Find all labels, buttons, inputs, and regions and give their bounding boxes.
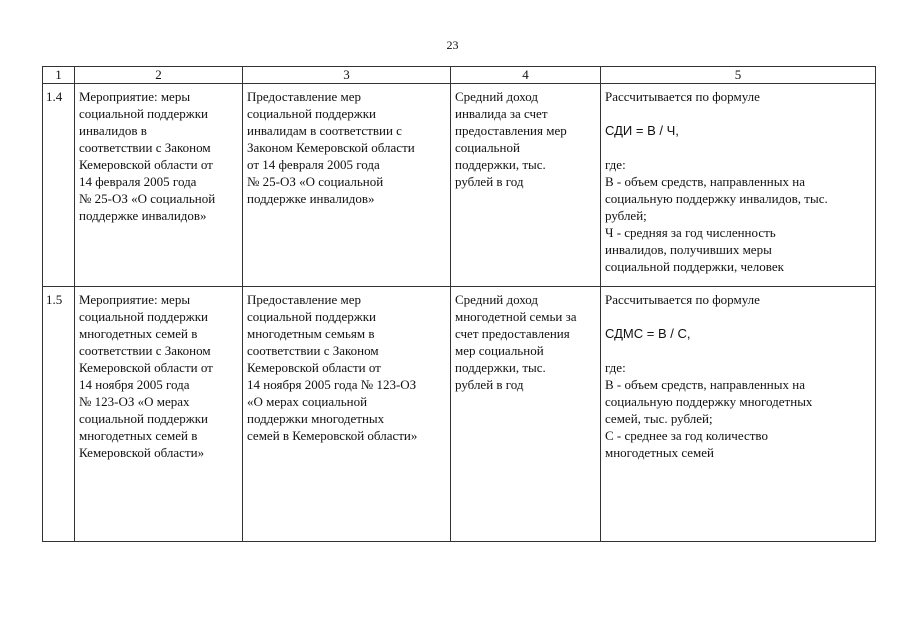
formula: СДИ = В / Ч, <box>605 123 679 138</box>
text-line: 14 ноября 2005 года № 123-ОЗ <box>247 377 417 392</box>
text-line: поддержке инвалидов» <box>79 208 207 223</box>
text-line: мер социальной <box>455 343 544 358</box>
measure-cell <box>75 84 243 287</box>
spacer <box>605 139 872 156</box>
text-line: социальную поддержку инвалидов, тыс. <box>605 191 828 206</box>
text-line: 14 февраля 2005 года <box>79 174 197 189</box>
header-col-5: 5 <box>601 67 876 84</box>
text-line: семей в Кемеровской области» <box>247 428 418 443</box>
table-row <box>43 287 876 542</box>
text-line: рублей в год <box>455 377 524 392</box>
header-col-2: 2 <box>75 67 243 84</box>
text-line: рублей; <box>605 208 647 223</box>
header-col-3: 3 <box>243 67 451 84</box>
indicators-table <box>42 66 876 542</box>
text-line: многодетной семьи за <box>455 309 577 324</box>
calculation-cell <box>601 84 876 287</box>
text-line: Кемеровской области от <box>79 360 213 375</box>
description-cell <box>243 287 451 542</box>
table-row <box>43 84 876 287</box>
text-line: семей, тыс. рублей; <box>605 411 713 426</box>
header-col-4: 4 <box>451 67 601 84</box>
text-line: счет предоставления <box>455 326 570 341</box>
text-line: социальной поддержки, человек <box>605 259 784 274</box>
text-line: 14 ноября 2005 года <box>79 377 190 392</box>
text-line: В - объем средств, направленных на <box>605 174 805 189</box>
text-line: многодетным семьям в <box>247 326 375 341</box>
text-line: поддержки, тыс. <box>455 360 546 375</box>
text-line: Кемеровской области» <box>79 445 205 460</box>
spacer <box>605 308 872 325</box>
text-line: С - среднее за год количество <box>605 428 768 443</box>
formula: СДМС = В / С, <box>605 326 691 341</box>
text-line: социальной поддержки <box>79 411 208 426</box>
text-line: от 14 февраля 2005 года <box>247 157 380 172</box>
text-line: соответствии с Законом <box>79 343 211 358</box>
spacer <box>605 105 872 122</box>
text-line: «О мерах социальной <box>247 394 368 409</box>
text-line: Предоставление мер <box>247 292 361 307</box>
text-line: Средний доход <box>455 292 539 307</box>
spacer <box>605 342 872 359</box>
indicator-cell <box>451 287 601 542</box>
text-line: социальной поддержки <box>79 309 208 324</box>
text-line: социальной поддержки <box>247 106 376 121</box>
page-number: 23 <box>446 38 459 52</box>
measure-cell <box>75 287 243 542</box>
text-line: поддержки, тыс. <box>455 157 546 172</box>
text-line: Средний доход <box>455 89 539 104</box>
text-line: № 25-ОЗ «О социальной <box>247 174 384 189</box>
where-label: где: <box>605 360 626 375</box>
text-line: предоставления мер <box>455 123 567 138</box>
text-line: Мероприятие: меры <box>79 89 191 104</box>
text-line: инвалидов, получивших меры <box>605 242 772 257</box>
text-line: многодетных семей <box>605 445 714 460</box>
text-line: № 123-ОЗ «О мерах <box>79 394 190 409</box>
text-line: инвалида за счет <box>455 106 548 121</box>
calculation-cell <box>601 287 876 542</box>
where-label: где: <box>605 157 626 172</box>
text-line: социальной <box>455 140 520 155</box>
text-line: Предоставление мер <box>247 89 361 104</box>
text-line: Ч - средняя за год численность <box>605 225 776 240</box>
text-line: рублей в год <box>455 174 524 189</box>
text-line: инвалидов в <box>79 123 147 138</box>
formula-intro: Рассчитывается по формуле <box>605 89 760 104</box>
formula-intro: Рассчитывается по формуле <box>605 292 760 307</box>
text-line: поддержке инвалидов» <box>247 191 375 206</box>
text-line: соответствии с Законом <box>79 140 211 155</box>
text-line: Законом Кемеровской области <box>247 140 415 155</box>
row-number: 1.5 <box>43 287 75 542</box>
text-line: В - объем средств, направленных на <box>605 377 805 392</box>
text-line: многодетных семей в <box>79 326 198 341</box>
text-line: социальной поддержки <box>79 106 208 121</box>
indicator-cell <box>451 84 601 287</box>
text-line: Мероприятие: меры <box>79 292 191 307</box>
text-line: социальной поддержки <box>247 309 376 324</box>
text-line: соответствии с Законом <box>247 343 379 358</box>
text-line: инвалидам в соответствии с <box>247 123 402 138</box>
row-number: 1.4 <box>43 84 75 287</box>
text-line: № 25-ОЗ «О социальной <box>79 191 216 206</box>
text-line: поддержки многодетных <box>247 411 385 426</box>
table-header-row <box>43 67 876 84</box>
text-line: Кемеровской области от <box>79 157 213 172</box>
text-line: многодетных семей в <box>79 428 198 443</box>
text-line: Кемеровской области от <box>247 360 381 375</box>
description-cell <box>243 84 451 287</box>
header-col-1: 1 <box>43 67 75 84</box>
text-line: социальную поддержку многодетных <box>605 394 813 409</box>
